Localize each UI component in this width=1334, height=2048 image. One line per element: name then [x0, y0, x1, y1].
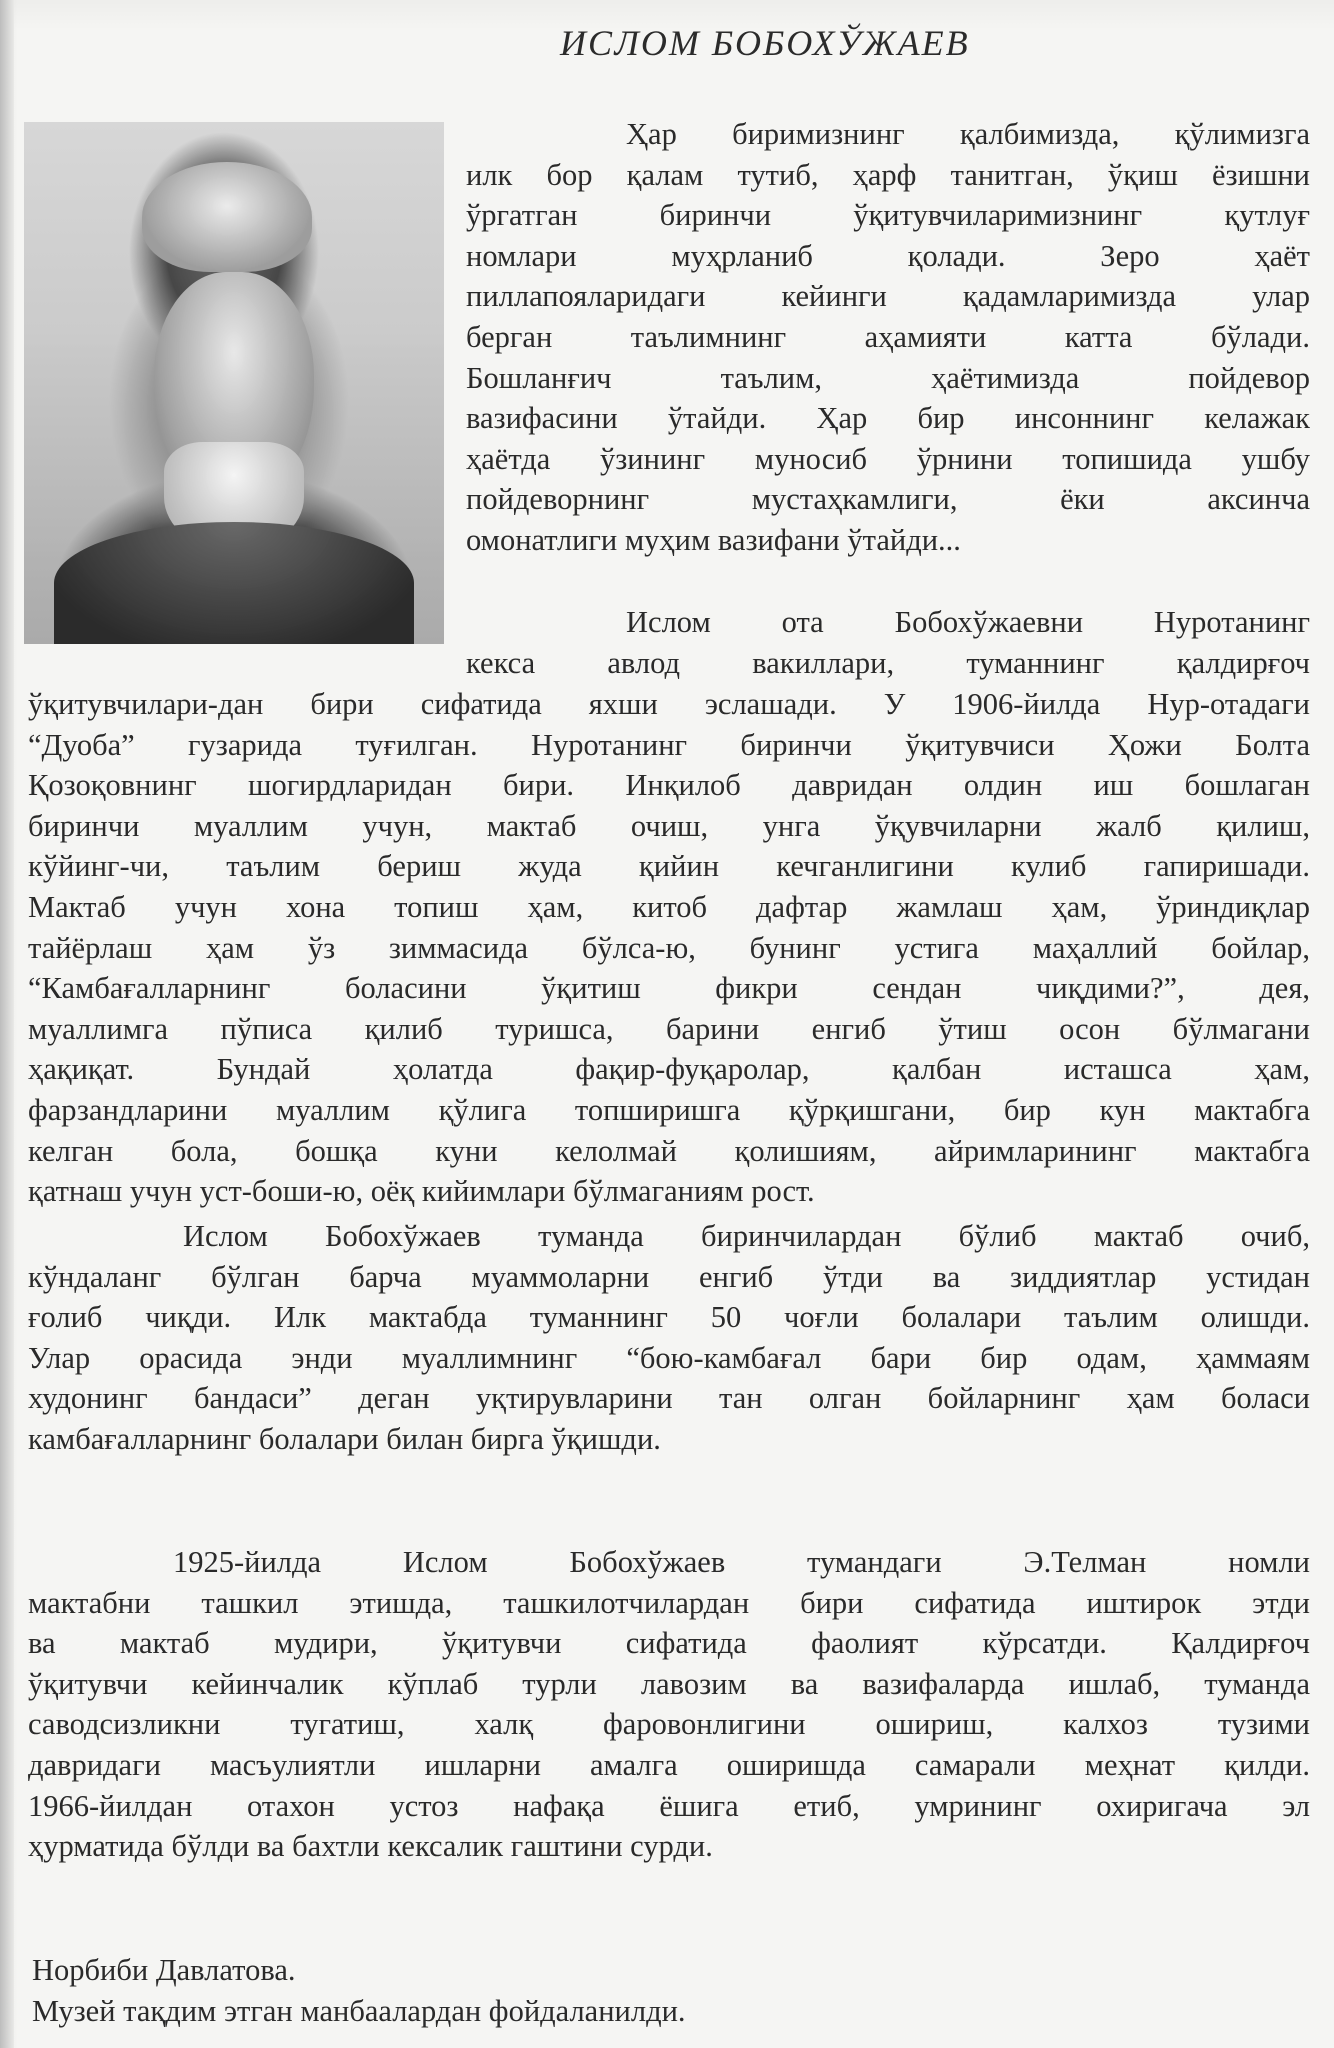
paragraph-1-line: Бошланғич таълим, ҳаётимизда пойдевор [466, 360, 1310, 395]
scan-edge [0, 0, 14, 2048]
paragraph-2-line: Мактаб учун хона топиш ҳам, китоб дафтар жамлаш ҳам, ўриндиқлар [28, 889, 1310, 924]
paragraph-2-line: келган бола, бошқа куни келолмай қолишиям, айримларининг мактабга [28, 1133, 1310, 1168]
paragraph-2-side [466, 602, 1310, 683]
paragraph-4-line: ва мактаб мудири, ўқитувчи сифатида фаолият кўрсатди. Қалдирғоч [28, 1626, 1310, 1661]
author-name: Норбиби Давлатова. [32, 1953, 296, 1987]
paragraph-1-line: пиллапояларидаги кейинги қадамларимизда улар [466, 279, 1310, 314]
paragraph-3-line: худонинг бандаси” деган уқтирувларини тан олган бойларнинг ҳам боласи [28, 1381, 1310, 1416]
paragraph-2-line: Қозоқовнинг шогирдларидан бири. Инқилоб давридан олдин иш бошлаган [28, 768, 1310, 803]
paragraph-1-line: пойдеворнинг мустаҳкамлиги, ёки аксинча [466, 482, 1310, 517]
paragraph-1-line: ўргатган биринчи ўқитувчиларимизнинг қутлуғ [466, 198, 1310, 233]
paragraph-4-line: 1925-йилда Ислом Бобохўжаев тумандаги Э.Телман номли [173, 1545, 1310, 1579]
paragraph-2-line: тайёрлаш ҳам ўз зиммасида бўлса-ю, бунинг устига маҳаллий бойлар, [28, 930, 1310, 965]
paragraph-3-line: камбағалларнинг болалари билан бирга ўқишди. [28, 1421, 661, 1456]
paragraph-2-line: кекса авлод вакиллари, туманнинг қалдирғоч [466, 645, 1310, 680]
paragraph-4-line: ўқитувчи кейинчалик кўплаб турли лавозим ва вазифаларда ишлаб, туманда [28, 1666, 1310, 1701]
source-note: Музей тақдим этган манбаалардан фойдаланилди. [32, 1993, 686, 2028]
portrait-hat [142, 162, 312, 272]
paragraph-3-line: Ислом Бобохўжаев туманда биринчилардан бўлиб мактаб очиб, [183, 1219, 1310, 1253]
article-title: ИСЛОМ БОБОХЎЖАЕВ [560, 23, 970, 63]
signature-block [32, 1950, 1032, 2031]
paragraph-3 [28, 1216, 1310, 1460]
paragraph-2-line: “Дуоба” гузарида туғилган. Нуротанинг биринчи ўқитувчиси Ҳожи Болта [28, 727, 1310, 762]
paragraph-2-line: ҳақиқат. Бундай ҳолатда фақир-фуқаролар, қалбан исташса ҳам, [28, 1052, 1310, 1087]
paragraph-4-line: давридаги масъулиятли ишларни амалга оширишда самарали меҳнат қилди. [28, 1747, 1310, 1782]
paragraph-3-line: кўндаланг бўлган барча муаммоларни енгиб ўтди ва зиддиятлар устидан [28, 1259, 1310, 1294]
paragraph-2-line: муаллимга пўписа қилиб туришса, барини енгиб ўтиш осон бўлмагани [28, 1011, 1310, 1046]
paragraph-2-line: “Камбағалларнинг боласини ўқитиш фикри сендан чиқдими?”, дея, [28, 971, 1310, 1006]
paragraph-2-line: ўқитувчилари-дан бири сифатида яхши эслашади. У 1906-йилда Нур-отадаги [28, 687, 1310, 721]
paragraph-4-line: ҳурматида бўлди ва бахтли кексалик гаштини сурди. [28, 1829, 713, 1864]
paragraph-2-line: қатнаш учун уст-боши-ю, оёқ кийимлари бўлмаганиям рост. [28, 1174, 815, 1209]
portrait-coat [54, 522, 414, 644]
paragraph-4 [28, 1542, 1310, 1867]
paragraph-1-line: Ҳар биримизнинг қалбимизда, қўлимизга [626, 117, 1310, 151]
paragraph-4-line: мактабни ташкил этишда, ташкилотчилардан бири сифатида иштирок этди [28, 1585, 1310, 1620]
paragraph-1-line: илк бор қалам тутиб, ҳарф танитган, ўқиш ёзишни [466, 157, 1310, 192]
paragraph-1-line: номлари муҳрланиб қолади. Зеро ҳаёт [466, 238, 1310, 273]
paragraph-2-line: кўйинг-чи, таълим бериш жуда қийин кечганлигини кулиб гапиришади. [28, 849, 1310, 884]
paragraph-1-line: омонатлиги муҳим вазифани ўтайди... [466, 522, 961, 557]
paragraph-2-line: биринчи муаллим учун, мактаб очиш, унга ўқувчиларни жалб қилиш, [28, 808, 1310, 843]
paragraph-4-line: саводсизликни тугатиш, халқ фаровонлигини ошириш, калхоз тузими [28, 1707, 1310, 1742]
paragraph-2 [28, 684, 1310, 1212]
paragraph-4-line: 1966-йилдан отахон устоз нафақа ёшига етиб, умрининг охиригача эл [28, 1788, 1310, 1823]
paragraph-1-line: берган таълимнинг аҳамияти катта бўлади. [466, 319, 1310, 354]
paragraph-3-line: ғолиб чиқди. Илк мактабда туманнинг 50 чоғли болалари таълим олишди. [28, 1300, 1310, 1335]
paragraph-1-line: ҳаётда ўзининг муносиб ўрнини топишида ушбу [466, 441, 1310, 476]
paragraph-2-line: Ислом ота Бобохўжаевни Нуротанинг [626, 605, 1310, 639]
paragraph-2-line: фарзандларини муаллим қўлига топширишга қўрқишгани, бир кун мактабга [28, 1092, 1310, 1127]
paragraph-1-line: вазифасини ўтайди. Ҳар бир инсоннинг келажак [466, 401, 1310, 436]
portrait-photo [24, 122, 444, 644]
paragraph-3-line: Улар орасида энди муаллимнинг “бою-камбағал бари бир одам, ҳаммаям [28, 1340, 1310, 1375]
paragraph-1 [466, 114, 1310, 561]
